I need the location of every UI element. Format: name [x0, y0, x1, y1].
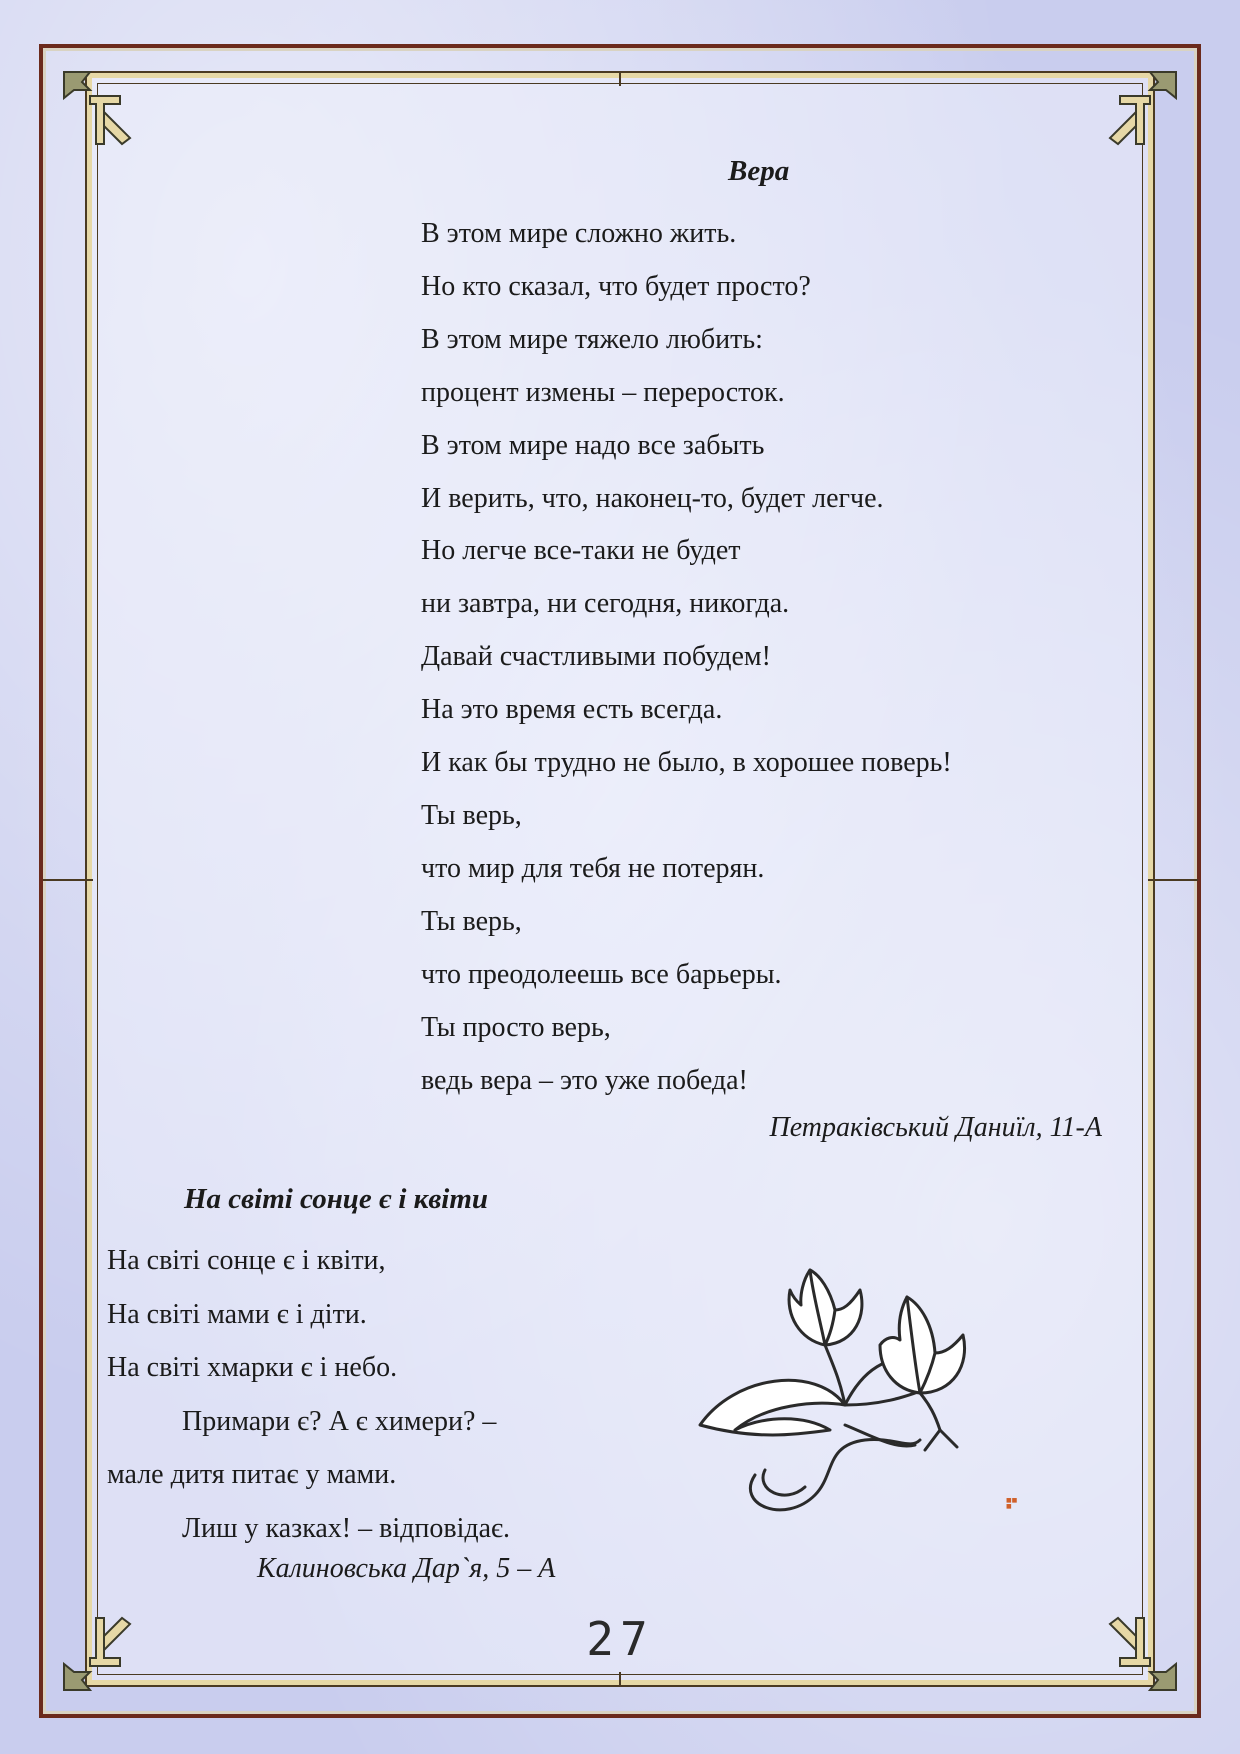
poem-line: На світі хмарки є і небо.: [107, 1352, 398, 1384]
poem-line: что преодолеешь все барьеры.: [421, 958, 782, 990]
watermark-logo-icon: ■■ ■: [1006, 1497, 1018, 1510]
poem-line: Ты верь,: [421, 905, 522, 937]
poem-line: Лиш у казках! – відповідає.: [182, 1512, 511, 1544]
poem-vera-author: Петраківський Даниїл, 11-А: [769, 1112, 1102, 1143]
poem-line: На світі мами є і діти.: [107, 1298, 367, 1330]
poem-line: что мир для тебя не потерян.: [421, 852, 765, 884]
poem-line: В этом мире сложно жить.: [421, 218, 737, 249]
poem-line: Примари є? А є химери? –: [182, 1405, 497, 1437]
frame-tick-left: [43, 879, 93, 881]
page-number: 27: [586, 1612, 654, 1666]
poem-line: Но легче все-таки не будет: [421, 535, 741, 567]
poem-line: процент измены – переросток.: [421, 376, 785, 408]
corner-ornament-icon: [60, 68, 142, 150]
poem-vera-body: [421, 208, 952, 1107]
poem-title-sun-and-flowers: На світі сонце є і квіти: [184, 1183, 489, 1215]
poem-line: Ты верь,: [421, 799, 522, 831]
poem-line: В этом мире тяжело любить:: [421, 323, 763, 355]
corner-ornament-icon: [1098, 68, 1180, 150]
poem-line: ведь вера – это уже победа!: [421, 1064, 748, 1096]
poem-line: На світі сонце є і квіти,: [107, 1245, 386, 1276]
poem-line: мале дитя питає у мами.: [107, 1459, 397, 1491]
poem-line: И как бы трудно не было, в хорошее поверь!: [421, 747, 952, 779]
poem-title-vera: Вера: [728, 155, 790, 187]
poem-line: Давай счастливыми побудем!: [421, 641, 771, 673]
poem-line: И верить, что, наконец-то, будет легче.: [421, 482, 884, 514]
poem-line: В этом мире надо все забыть: [421, 429, 765, 461]
poem-line: Но кто сказал, что будет просто?: [421, 270, 811, 302]
frame-tick-right: [1148, 879, 1198, 881]
poem-line: На это время есть всегда.: [421, 694, 723, 726]
poem-line: Ты просто верь,: [421, 1011, 611, 1043]
poem-sun-and-flowers-body: [107, 1234, 510, 1556]
poem-line: ни завтра, ни сегодня, никогда.: [421, 588, 790, 620]
frame-tick-top: [619, 72, 621, 86]
poem-sun-and-flowers-author: Калиновська Дар`я, 5 – А: [257, 1553, 556, 1584]
tulip-illustration-icon: [695, 1255, 1045, 1525]
frame-tick-bottom: [619, 1672, 621, 1686]
